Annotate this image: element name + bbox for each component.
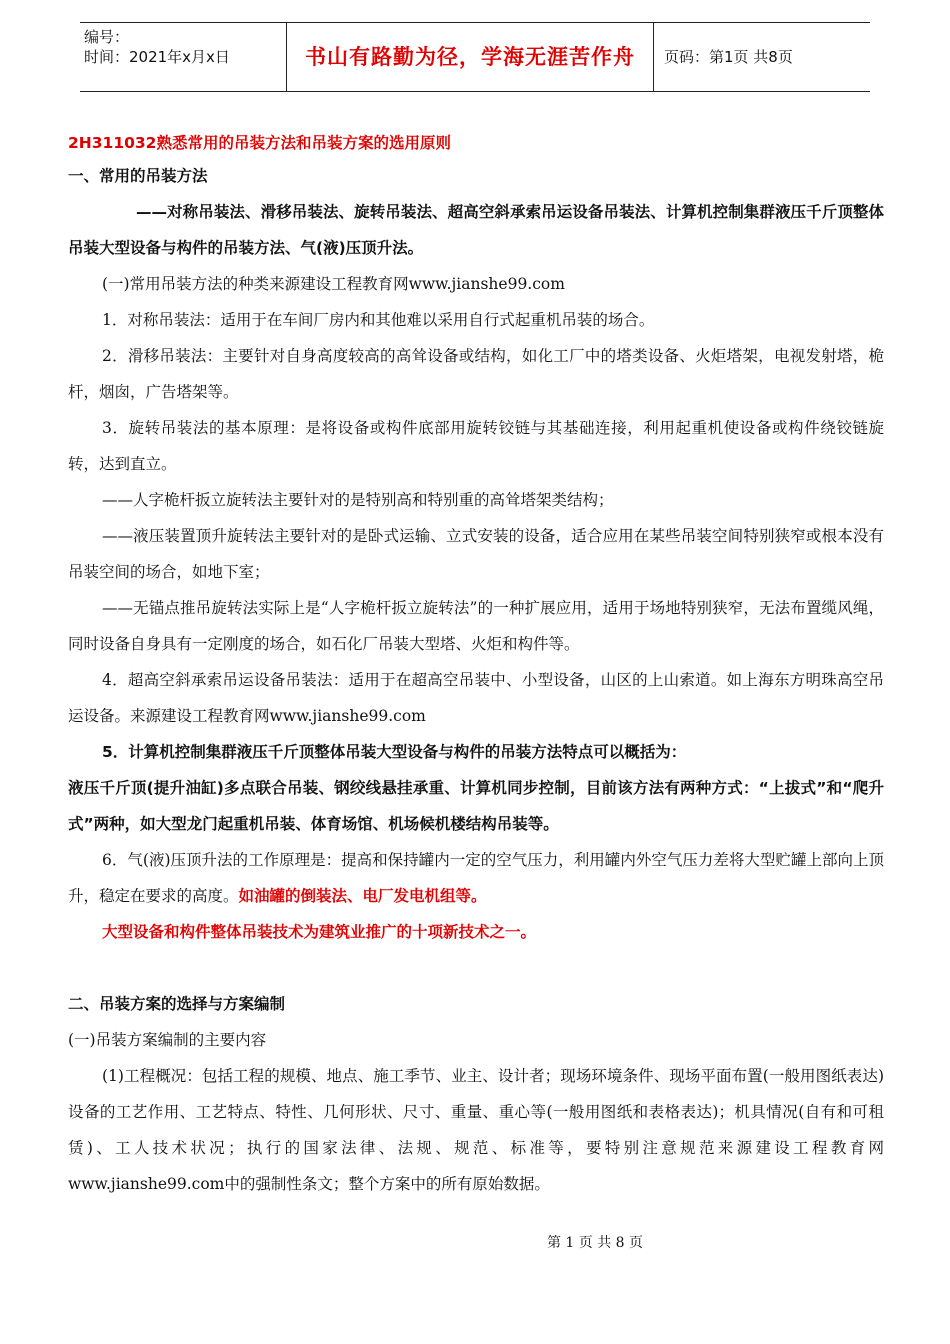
item-2: 2．滑移吊装法：主要针对自身高度较高的高耸设备或结构，如化工厂中的塔类设备、火炬塔架，电视发射塔，桅杆，烟囱，广告塔架等。 (68, 347, 884, 401)
item-3: 3．旋转吊装法的基本原理：是将设备或构件底部用旋转铰链与其基础连接，利用起重机使设备或构件绕铰链旋转，达到直立。 (68, 419, 884, 473)
item-6 (68, 842, 884, 914)
section1-intro: ——对称吊装法、滑移吊装法、旋转吊装法、超高空斜承索吊运设备吊装法、计算机控制集群液压千斤顶整体吊装大型设备与构件的吊装方法、气(液)压顶升法。 (68, 203, 884, 257)
item-5b: 液压千斤顶(提升油缸)多点联合吊装、钢绞线悬挂承重、计算机同步控制，目前该方法有两种方式：“上拔式”和“爬升式”两种，如大型龙门起重机吊装、体育场馆、机场候机楼结构吊装等。 (68, 779, 884, 833)
page-footer (0, 1232, 950, 1252)
item-6-highlight: 如油罐的倒装法、电厂发电机组等。 (238, 887, 487, 905)
header-meta (80, 23, 284, 95)
page-header (80, 22, 870, 92)
header-time: 时间：2021年x月x日 (84, 48, 230, 66)
item-5: 5．计算机控制集群液压千斤顶整体吊装大型设备与构件的吊装方法特点可以概括为： (102, 743, 687, 761)
footer-page-number: 第 1 页 共 8 页 (546, 1235, 644, 1251)
item-4: 4．超高空斜承索吊运设备吊装法：适用于在超高空吊装中、小型设备，山区的上山索道。如上海东方明珠高空吊运设备。来源建设工程教育网www.jianshe99.com (68, 671, 884, 725)
dash-1: ——人字桅杆扳立旋转法主要针对的是特别高和特别重的高耸塔架类结构； (102, 491, 614, 509)
section1-heading: 一、常用的吊装方法 (68, 167, 208, 185)
item-1: 1．对称吊装法：适用于在车间厂房内和其他难以采用自行式起重机吊装的场合。 (102, 311, 655, 329)
dash-2: ——液压装置顶升旋转法主要针对的是卧式运输、立式安装的设备，适合应用在某些吊装空间特别狭窄或根本没有吊装空间的场合，如地下室； (68, 527, 884, 581)
spacer (68, 950, 884, 986)
document-body (68, 128, 884, 1202)
header-number: 编号： (84, 28, 130, 46)
header-motto: 书山有路勤为径，学海无涯苦作舟 (286, 23, 654, 91)
section1-sub1: (一)常用吊装方法的种类来源建设工程教育网www.jianshe99.com (102, 275, 565, 293)
section2-heading: 二、吊装方案的选择与方案编制 (68, 995, 286, 1013)
section2-sub1: (一)吊装方案编制的主要内容 (68, 1031, 267, 1049)
section2-para1: (1)工程概况：包括工程的规模、地点、施工季节、业主、设计者；现场环境条件、现场平面布置(一般用图纸表达)设备的工艺作用、工艺特点、特性、几何形状、尺寸、重量、重心等(一般用图纸和表格表达)；机具情况(自有和可租赁)、工人技术状况；执行的国家法律、法规、规范、标准等，要特别注意规范来源建设工程教育网www.jianshe99.com中的强制性条文；整个方案中的所有原始数据。 (68, 1067, 884, 1193)
header-page-info: 页码：第1页 共8页 (664, 48, 793, 66)
note-highlight: 大型设备和构件整体吊装技术为建筑业推广的十项新技术之一。 (102, 923, 537, 941)
item-6-text: 6．气(液)压顶升法的工作原理是：提高和保持罐内一定的空气压力，利用罐内外空气压力差将大型贮罐上部向上顶升，稳定在要求的高度。 (68, 851, 884, 905)
dash-3: ——无锚点推吊旋转法实际上是“人字桅杆扳立旋转法”的一种扩展应用，适用于场地特别狭窄，无法布置缆风绳，同时设备自身具有一定刚度的场合，如石化厂吊装大型塔、火炬和构件等。 (68, 599, 884, 653)
doc-title: 2H311032熟悉常用的吊装方法和吊装方案的选用原则 (68, 134, 451, 152)
